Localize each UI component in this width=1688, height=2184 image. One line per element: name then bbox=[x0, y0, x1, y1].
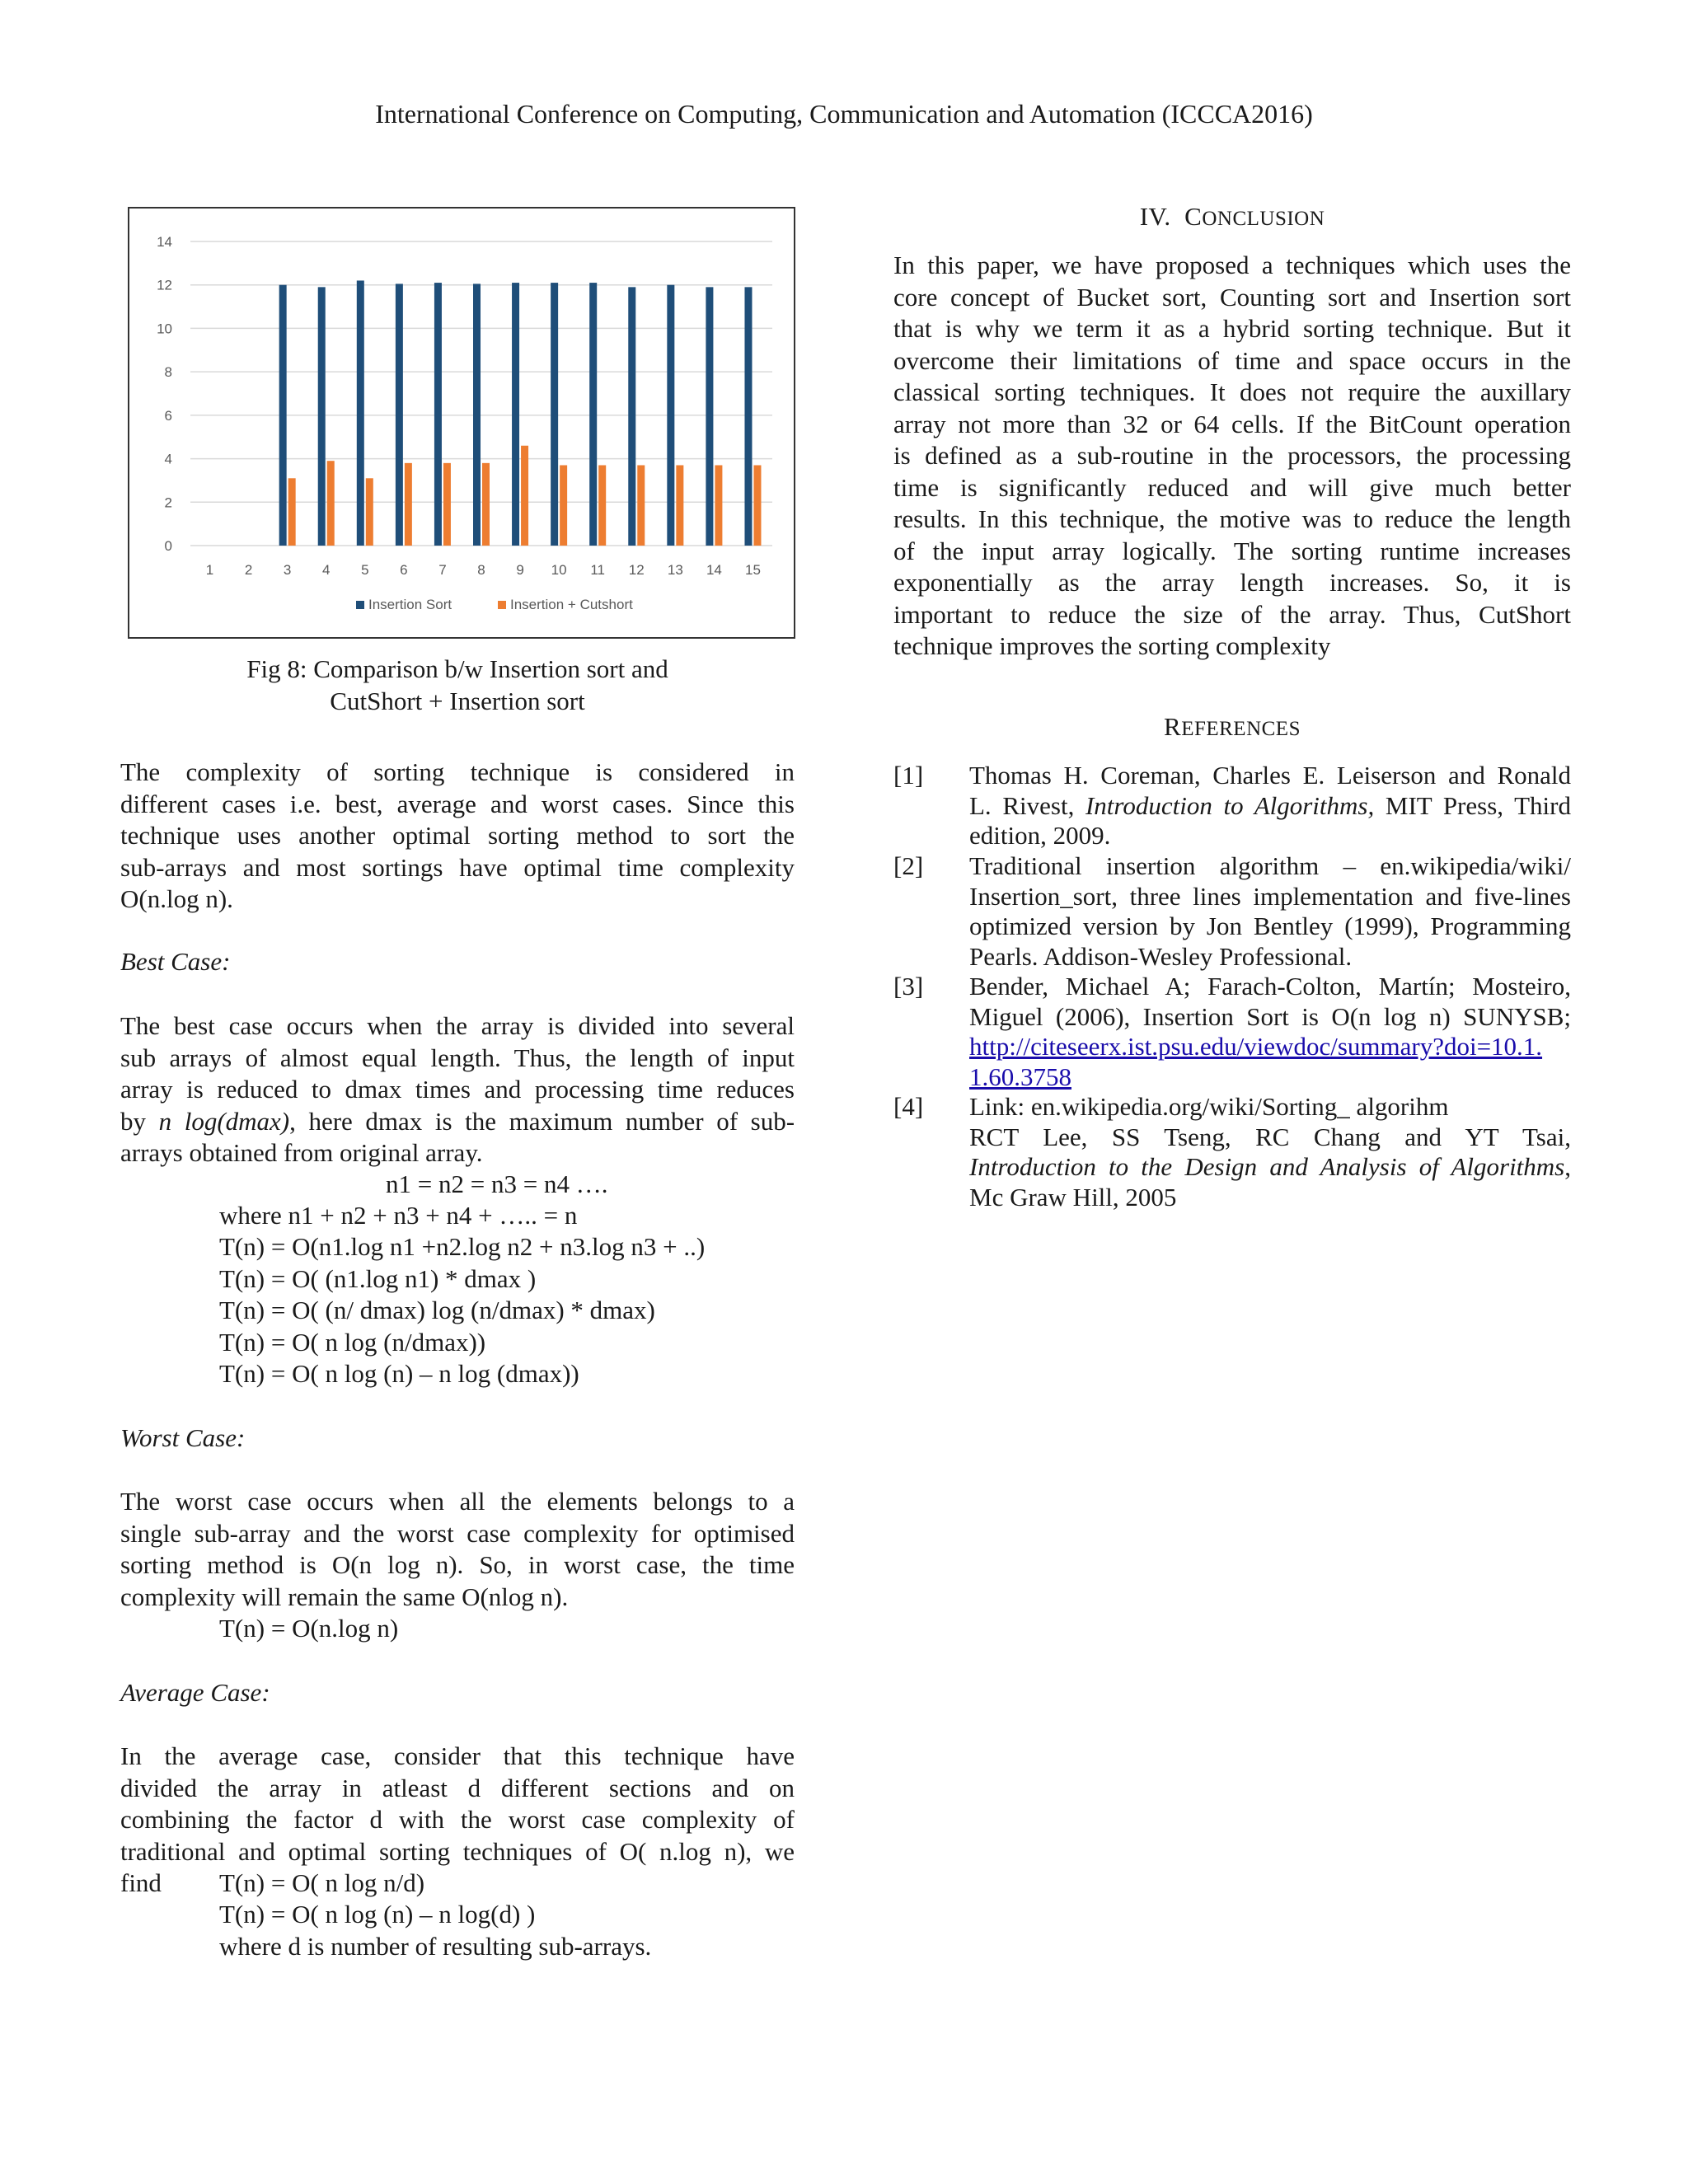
bar-insertion-cutshort bbox=[637, 465, 645, 546]
references-r: R bbox=[1164, 712, 1182, 741]
intro-line-4: sub-arrays and most sortings have optimal time complexity bbox=[120, 852, 795, 882]
ref-2-line-4: Pearls. Addison-Wesley Professional. bbox=[969, 941, 1353, 971]
ref-3-link-1[interactable]: http://citeseerx.ist.psu.edu/viewdoc/summary?doi=10.1. bbox=[969, 1032, 1543, 1061]
ref-1-line-3: edition, 2009. bbox=[969, 821, 1111, 850]
y-tick-label: 12 bbox=[157, 277, 172, 293]
y-tick-label: 8 bbox=[164, 364, 172, 381]
bar-insertion-sort bbox=[357, 280, 364, 546]
average-line-3: combining the factor d with the worst case complexity of bbox=[120, 1805, 795, 1834]
conclusion-line-7: is defined as a sub-routine in the processors, the processing bbox=[893, 441, 1571, 470]
bar-insertion-sort bbox=[551, 283, 558, 546]
best-eq-4: T(n) = O( (n1.log n1) * dmax ) bbox=[219, 1264, 537, 1293]
ref-1-line-1: Thomas H. Coreman, Charles E. Leiserson and Ronald bbox=[969, 761, 1571, 790]
figure-8-chart bbox=[128, 207, 795, 639]
best-line-3: array is reduced to dmax times and processing time reduces bbox=[120, 1075, 795, 1104]
y-tick-label: 6 bbox=[164, 407, 172, 424]
references-heading bbox=[893, 711, 1571, 745]
bar-insertion-cutshort bbox=[288, 478, 296, 546]
bar-insertion-cutshort bbox=[598, 465, 606, 546]
bar-insertion-sort bbox=[512, 283, 519, 546]
best-eq-2: where n1 + n2 + n3 + n4 + ….. = n bbox=[219, 1201, 578, 1230]
average-case-paragraph bbox=[120, 1741, 795, 1868]
best-line-2: sub arrays of almost equal length. Thus, the length of input bbox=[120, 1043, 795, 1072]
best-line-4 bbox=[120, 1106, 795, 1138]
bar-insertion-cutshort bbox=[443, 463, 451, 546]
ref-2-line-1: Traditional insertion algorithm – en.wikipedia/wiki/ bbox=[969, 851, 1571, 880]
bar-insertion-sort bbox=[473, 284, 481, 546]
x-tick-label: 2 bbox=[244, 562, 253, 578]
ref-3-num: [3] bbox=[893, 972, 924, 1001]
average-eq-1: T(n) = O( n log n/d) bbox=[219, 1868, 425, 1897]
ref-3-line-2: Miguel (2006), Insertion Sort is O(n log n) SUNYSB; bbox=[969, 1001, 1571, 1031]
references-rest: EFERENCES bbox=[1181, 718, 1301, 740]
conclusion-line-10: of the input array logically. The sorting runtime increases bbox=[893, 536, 1571, 565]
conclusion-line-1: In this paper, we have proposed a techniques which uses the bbox=[893, 251, 1571, 279]
ref-3-link-2[interactable]: 1.60.3758 bbox=[969, 1062, 1071, 1091]
bar-insertion-sort bbox=[318, 287, 326, 546]
conclusion-line-11: exponentially as the array length increases. So, it is bbox=[893, 568, 1571, 597]
ref-2-line-3: optimized version by Jon Bentley (1999), Programming bbox=[969, 912, 1571, 940]
best-line-1: The best case occurs when the array is divided into several bbox=[120, 1011, 795, 1040]
worst-case-heading: Worst Case: bbox=[120, 1423, 246, 1452]
ref-3-line-1: Bender, Michael A; Farach-Colton, Martín; Mosteiro, bbox=[969, 972, 1571, 1001]
bar-insertion-sort bbox=[589, 283, 597, 546]
bar-insertion-cutshort bbox=[327, 461, 335, 546]
best-case-paragraph bbox=[120, 1010, 795, 1169]
ref-4-line-3-ital: Introduction to the Design and Analysis of Algorithms bbox=[969, 1152, 1565, 1181]
best-line-4-pre: by bbox=[120, 1106, 159, 1136]
best-eq-7: T(n) = O( n log (n) – n log (dmax)) bbox=[219, 1359, 579, 1388]
intro-line-1: The complexity of sorting technique is considered in bbox=[120, 757, 795, 786]
caption-line-2: CutShort + Insertion sort bbox=[330, 686, 585, 715]
conclusion-paragraph bbox=[893, 250, 1571, 663]
bar-insertion-cutshort bbox=[521, 446, 528, 546]
ref-2-num: [2] bbox=[893, 851, 924, 880]
worst-case-paragraph bbox=[120, 1486, 795, 1613]
x-tick-label: 12 bbox=[628, 562, 645, 578]
x-tick-label: 11 bbox=[590, 562, 606, 578]
conference-header: International Conference on Computing, Communication and Automation (ICCCA2016) bbox=[375, 99, 1313, 129]
ref-4-line-3 bbox=[969, 1152, 1571, 1183]
ref-3-link-cont[interactable] bbox=[969, 1062, 1571, 1093]
y-tick-label: 0 bbox=[164, 538, 172, 554]
ref-1-line-2 bbox=[969, 791, 1571, 822]
best-eq-1: n1 = n2 = n3 = n4 …. bbox=[386, 1169, 608, 1198]
y-tick-label: 2 bbox=[164, 494, 172, 511]
conclusion-line-13: technique improves the sorting complexity bbox=[893, 631, 1331, 660]
intro-line-5: O(n.log n). bbox=[120, 884, 233, 913]
y-tick-label: 14 bbox=[157, 234, 172, 250]
x-tick-label: 8 bbox=[477, 562, 485, 578]
figure-caption bbox=[120, 654, 795, 717]
bar-insertion-sort bbox=[706, 287, 713, 546]
legend-swatch bbox=[356, 601, 364, 609]
x-tick-label: 10 bbox=[551, 562, 567, 578]
average-eq-3: where d is number of resulting sub-arrays. bbox=[219, 1932, 652, 1961]
bar-chart bbox=[129, 209, 794, 637]
conclusion-num: IV. bbox=[1139, 202, 1171, 231]
x-tick-label: 13 bbox=[667, 562, 683, 578]
conclusion-line-6: array not more than 32 or 64 cells. If the BitCount operation bbox=[893, 409, 1571, 438]
best-eq-3: T(n) = O(n1.log n1 +n2.log n2 + n3.log n3 + ..) bbox=[219, 1232, 706, 1261]
bar-insertion-cutshort bbox=[560, 465, 567, 546]
worst-line-2: single sub-array and the worst case complexity for optimised bbox=[120, 1518, 795, 1548]
ref-1-line-2-post: MIT Press, Third bbox=[1374, 790, 1571, 820]
conclusion-heading bbox=[893, 201, 1571, 235]
bar-insertion-cutshort bbox=[482, 463, 490, 546]
average-line-4: traditional and optimal sorting techniques of O( n.log n), we bbox=[120, 1836, 795, 1866]
conclusion-c: C bbox=[1184, 202, 1203, 231]
ref-4-line-4: Mc Graw Hill, 2005 bbox=[969, 1182, 1177, 1212]
x-tick-label: 7 bbox=[438, 562, 447, 578]
worst-eq: T(n) = O(n.log n) bbox=[219, 1614, 399, 1643]
ref-4-line-2: RCT Lee, SS Tseng, RC Chang and YT Tsai, bbox=[969, 1122, 1571, 1151]
intro-line-3: technique uses another optimal sorting method to sort the bbox=[120, 821, 795, 850]
conclusion-line-4: overcome their limitations of time and space occurs in the bbox=[893, 345, 1571, 375]
x-tick-label: 4 bbox=[321, 562, 331, 578]
bar-insertion-sort bbox=[396, 284, 403, 546]
y-tick-label: 4 bbox=[164, 451, 172, 467]
average-case-heading: Average Case: bbox=[120, 1678, 270, 1707]
average-eq-2: T(n) = O( n log (n) – n log(d) ) bbox=[219, 1900, 536, 1929]
bar-insertion-cutshort bbox=[676, 465, 683, 546]
best-eq-5: T(n) = O( (n/ dmax) log (n/dmax) * dmax) bbox=[219, 1296, 655, 1324]
conclusion-line-12: important to reduce the size of the array. Thus, CutShort bbox=[893, 599, 1571, 629]
x-tick-label: 15 bbox=[745, 562, 761, 578]
x-tick-label: 9 bbox=[516, 562, 524, 578]
ref-1-num: [1] bbox=[893, 761, 924, 790]
best-line-4-post: , here dmax is the maximum number of sub- bbox=[289, 1106, 795, 1136]
conclusion-line-9: results. In this technique, the motive was to reduce the length bbox=[893, 504, 1571, 533]
bar-insertion-cutshort bbox=[715, 465, 722, 546]
conclusion-line-5: classical sorting techniques. It does not require the auxillary bbox=[893, 377, 1571, 406]
ref-1-line-2-ital: Introduction to Algorithms, bbox=[1085, 790, 1375, 820]
conclusion-line-8: time is significantly reduced and will give much better bbox=[893, 472, 1571, 502]
ref-2-line-2: Insertion_sort, three lines implementation and five-lines bbox=[969, 881, 1571, 911]
bar-insertion-sort bbox=[744, 287, 752, 546]
best-case-heading: Best Case: bbox=[120, 947, 231, 976]
average-line-1: In the average case, consider that this technique have bbox=[120, 1741, 795, 1770]
ref-4-num: [4] bbox=[893, 1092, 924, 1121]
caption-line-1: Fig 8: Comparison b/w Insertion sort and bbox=[246, 654, 668, 683]
legend-label: Insertion + Cutshort bbox=[510, 597, 633, 612]
x-tick-label: 1 bbox=[205, 562, 214, 578]
legend-label: Insertion Sort bbox=[368, 597, 452, 612]
intro-line-2: different cases i.e. best, average and worst cases. Since this bbox=[120, 789, 795, 818]
bar-insertion-sort bbox=[434, 283, 442, 546]
best-line-5: arrays obtained from original array. bbox=[120, 1138, 483, 1167]
legend-swatch bbox=[498, 601, 506, 609]
conclusion-line-2: core concept of Bucket sort, Counting sort and Insertion sort bbox=[893, 282, 1571, 312]
best-eq-6: T(n) = O( n log (n/dmax)) bbox=[219, 1328, 486, 1357]
bar-insertion-cutshort bbox=[753, 465, 761, 546]
average-find: find bbox=[120, 1868, 162, 1897]
x-tick-label: 6 bbox=[400, 562, 408, 578]
x-tick-label: 14 bbox=[706, 562, 722, 578]
intro-paragraph bbox=[120, 757, 795, 916]
conclusion-rest: ONCLUSION bbox=[1202, 208, 1325, 230]
bar-insertion-cutshort bbox=[405, 463, 412, 546]
average-line-2: divided the array in atleast d different sections and on bbox=[120, 1773, 795, 1802]
x-tick-label: 3 bbox=[283, 562, 292, 578]
conclusion-line-3: that is why we term it as a hybrid sorting technique. But it bbox=[893, 314, 1571, 343]
worst-line-4: complexity will remain the same O(nlog n). bbox=[120, 1582, 569, 1611]
best-line-4-ital: n log(dmax) bbox=[158, 1106, 290, 1136]
ref-3-link[interactable] bbox=[969, 1032, 1571, 1062]
x-tick-label: 5 bbox=[361, 562, 369, 578]
worst-line-1: The worst case occurs when all the elements belongs to a bbox=[120, 1487, 795, 1516]
ref-4-line-3-post: , bbox=[1564, 1152, 1571, 1181]
ref-1-line-2-pre: L. Rivest, bbox=[969, 790, 1085, 820]
bar-insertion-cutshort bbox=[366, 478, 373, 546]
ref-4-line-1: Link: en.wikipedia.org/wiki/Sorting_ algorihm bbox=[969, 1092, 1449, 1121]
bar-insertion-sort bbox=[667, 285, 674, 546]
y-tick-label: 10 bbox=[157, 321, 172, 337]
worst-line-3: sorting method is O(n log n). So, in worst case, the time bbox=[120, 1550, 795, 1579]
bar-insertion-sort bbox=[628, 287, 635, 546]
bar-insertion-sort bbox=[279, 285, 287, 546]
